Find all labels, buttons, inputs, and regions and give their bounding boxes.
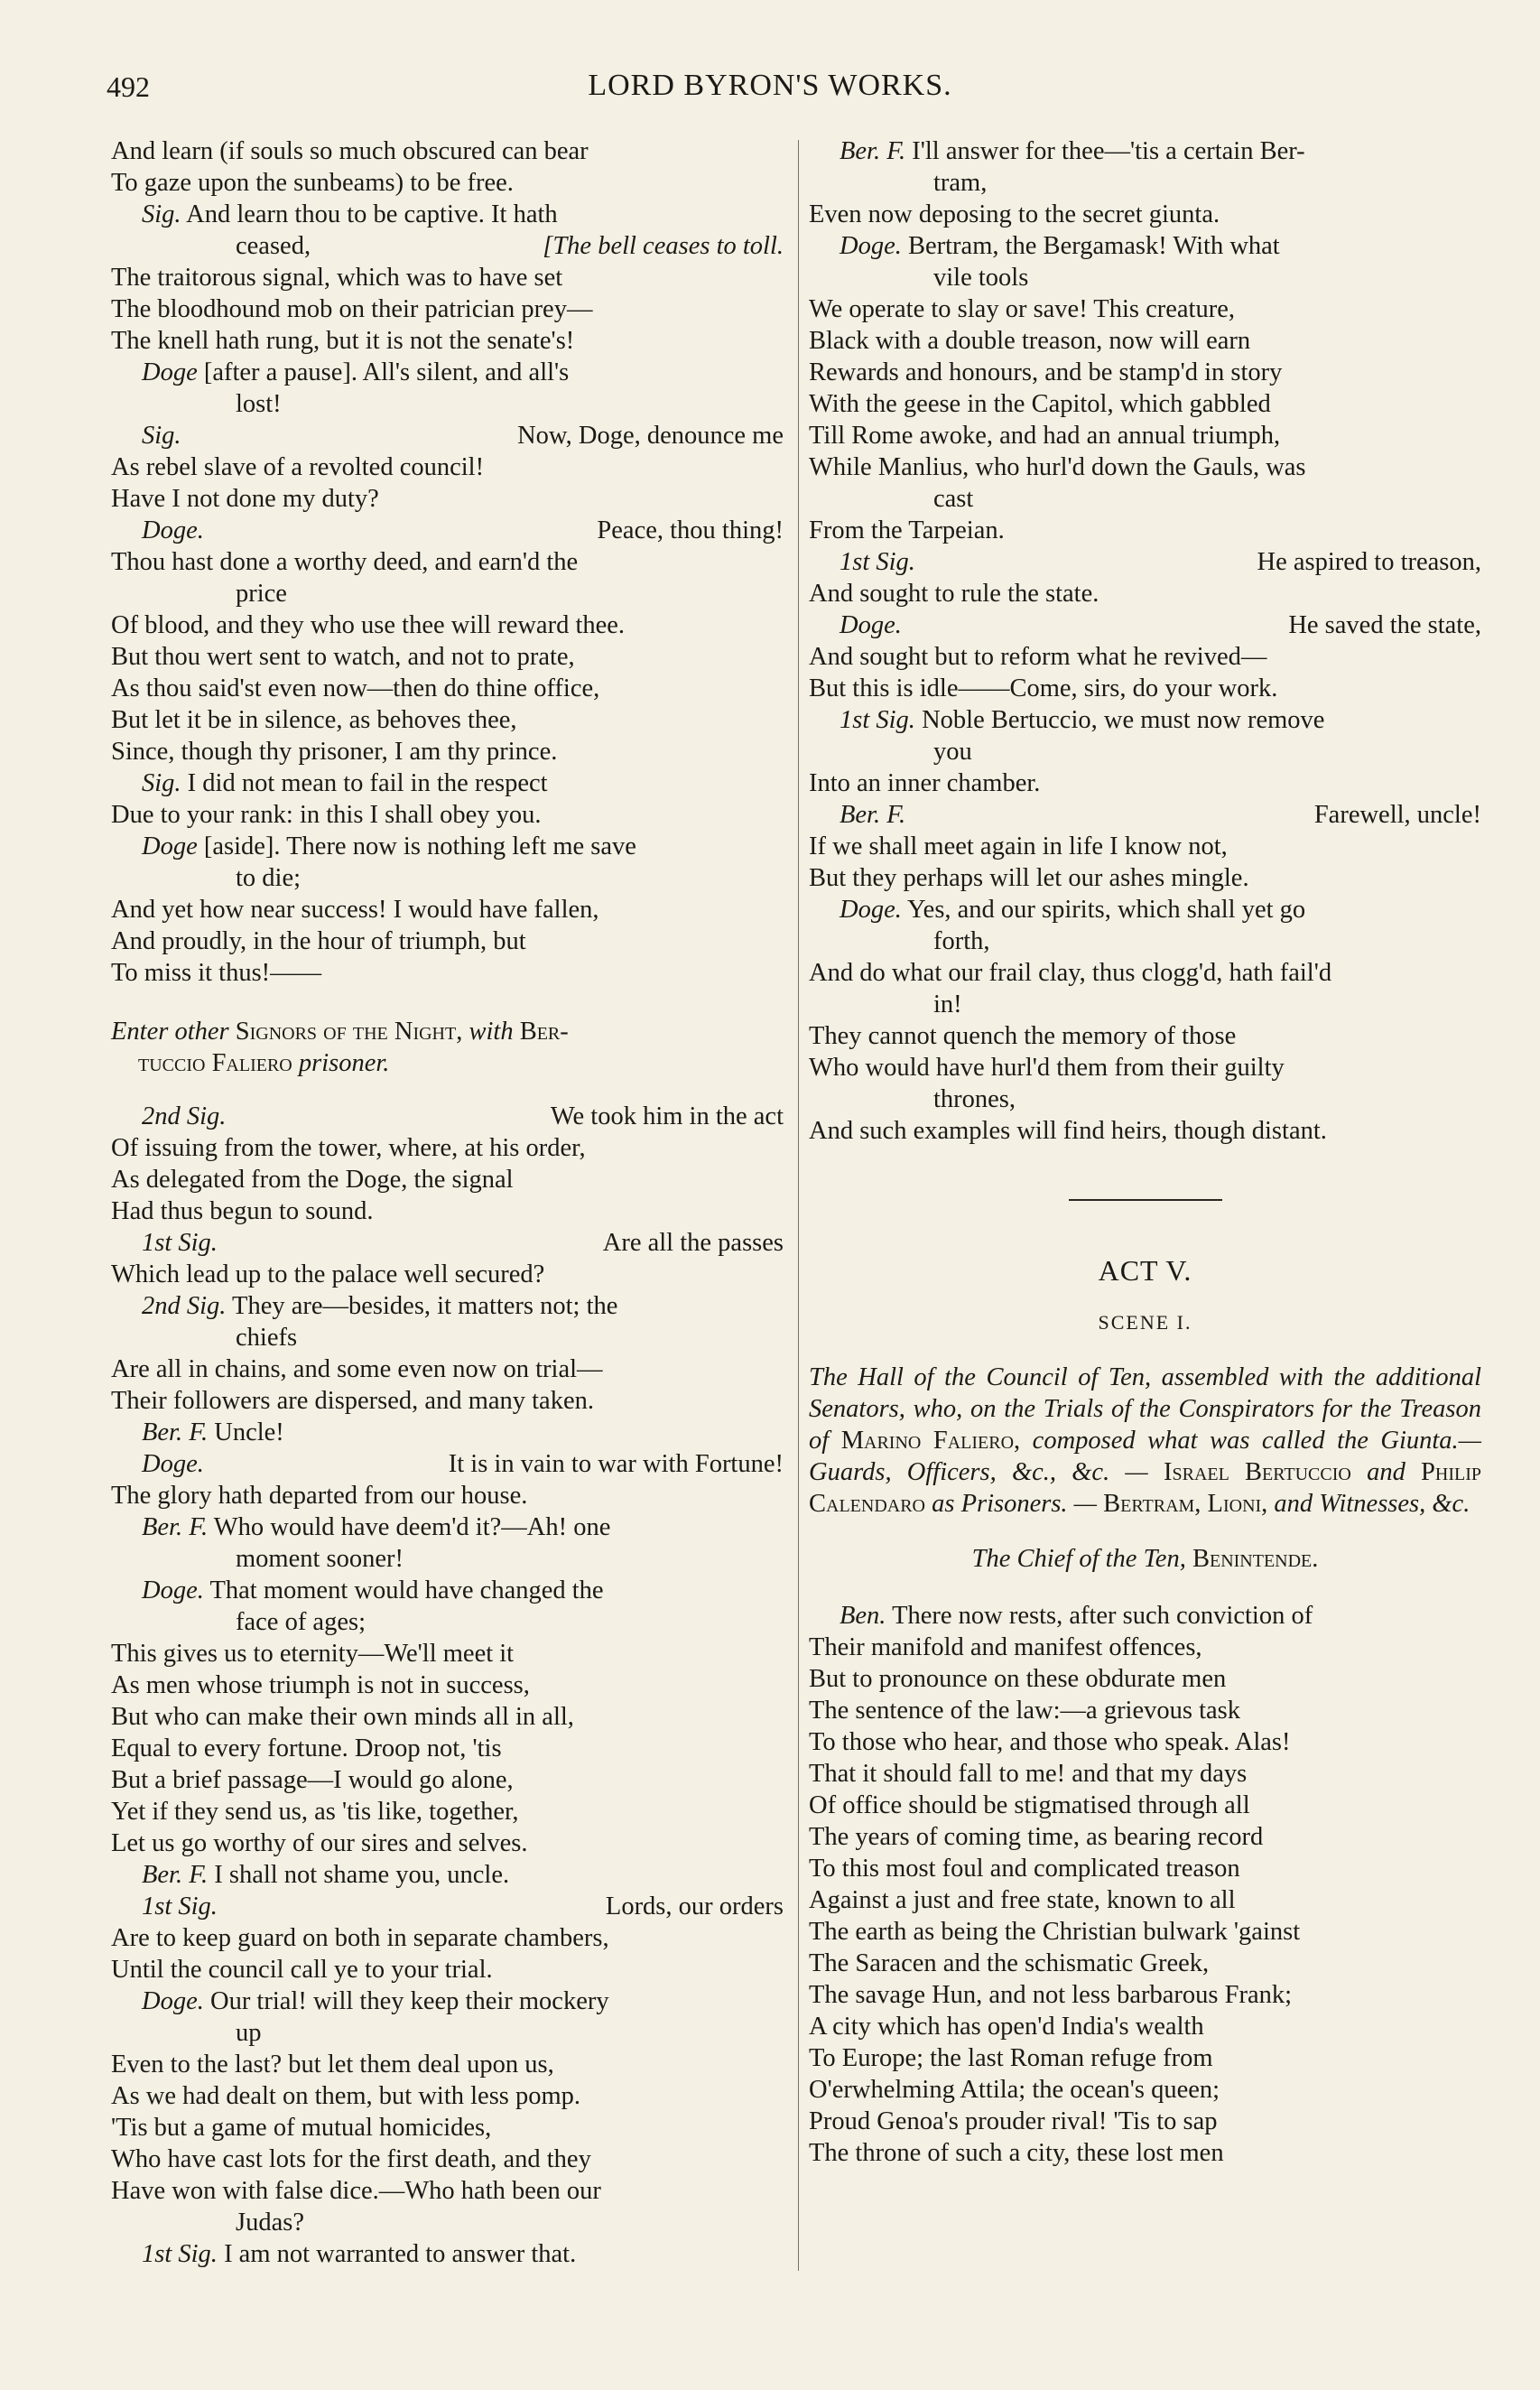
page-number: 492 — [107, 70, 150, 103]
entry-bertuccio-b: tuccio — [138, 1049, 206, 1077]
verse-line: To Europe; the last Roman refuge from — [809, 2044, 1213, 2072]
verse-line — [111, 357, 784, 388]
verse-line: As thou said'st even now—then do thine office, — [111, 674, 600, 702]
verse-line: That it should fall to me! and that my days — [809, 1760, 1248, 1788]
verse-line: Until the council call ye to your trial. — [111, 1956, 493, 1984]
continuation-text: forth, — [933, 927, 990, 955]
verse-line — [111, 767, 784, 799]
verse-line — [809, 989, 1481, 1020]
verse-line: Had thus begun to sound. — [111, 1197, 374, 1225]
continuation-text: in! — [933, 990, 962, 1018]
speaker-label: Doge — [142, 832, 198, 860]
left-verse-block-1 — [111, 135, 784, 989]
verse-line: And proudly, in the hour of triumph, but — [111, 927, 526, 955]
verse-line: Into an inner chamber. — [809, 769, 1041, 797]
verse-line — [809, 704, 1481, 736]
verse-line — [111, 199, 784, 230]
verse-line — [111, 831, 784, 862]
verse-line: Proud Genoa's prouder rival! 'Tis to sap — [809, 2107, 1218, 2135]
verse-line — [809, 546, 1481, 578]
verse-line — [111, 1543, 784, 1575]
line-text: There now rests, after such conviction of — [892, 1602, 1313, 1630]
verse-line: As rebel slave of a revolted council! — [111, 453, 485, 481]
verse-line — [111, 420, 784, 451]
running-title: LORD BYRON'S WORKS. — [588, 69, 952, 102]
continuation-text: lost! — [236, 390, 282, 418]
verse-line: And sought to rule the state. — [809, 580, 1099, 608]
setting-part-3: and — [1367, 1458, 1405, 1486]
line-text: Bertram, the Bergamask! With what — [907, 232, 1280, 260]
speaker-label: Ber. F. — [142, 1513, 209, 1541]
verse-line: As men whose triumph is not in success, — [111, 1671, 530, 1699]
verse-line: But this is idle——Come, sirs, do your work. — [809, 674, 1278, 702]
line-text: I did not mean to fail in the respect — [187, 769, 548, 797]
continuation-text: thrones, — [933, 1085, 1016, 1113]
verse-line — [809, 135, 1481, 167]
verse-line — [111, 1448, 784, 1480]
continuation-text: vile tools — [933, 264, 1029, 292]
entry-signors: Signors of the Night, — [235, 1018, 463, 1046]
speaker-label: Doge. — [142, 1987, 204, 2015]
verse-line: Equal to every fortune. Droop not, 'tis — [111, 1734, 502, 1762]
verse-line: From the Tarpeian. — [809, 516, 1005, 544]
left-column — [111, 135, 784, 2270]
verse-line: If we shall meet again in life I know not, — [809, 832, 1228, 860]
speaker-label: Doge. — [840, 896, 902, 924]
line-text: Yes, and our spirits, which shall yet go — [906, 896, 1306, 924]
verse-line: Due to your rank: in this I shall obey you. — [111, 801, 542, 829]
verse-line: Their manifold and manifest offences, — [809, 1633, 1202, 1661]
continuation-text: chiefs — [236, 1324, 298, 1352]
verse-line — [809, 736, 1481, 767]
verse-line: Which lead up to the palace well secured? — [111, 1260, 545, 1288]
verse-line: And learn (if souls so much obscured can bear — [111, 137, 589, 165]
verse-line: While Manlius, who hurl'd down the Gauls, was — [809, 453, 1306, 481]
verse-line — [111, 1227, 784, 1259]
verse-line — [809, 483, 1481, 515]
verse-line — [111, 1511, 784, 1543]
speaker-label: Doge. — [142, 1450, 204, 1478]
verse-line: Who would have hurl'd them from their guilty — [809, 1054, 1285, 1082]
line-text: And learn thou to be captive. It hath — [186, 200, 558, 228]
speaker-label: 1st Sig. — [142, 1229, 218, 1257]
verse-line: But who can make their own minds all in all, — [111, 1703, 574, 1731]
chief-name: Benintende. — [1192, 1545, 1319, 1573]
verse-line: The knell hath rung, but it is not the senate's! — [111, 327, 575, 355]
entry-faliero: Faliero — [211, 1049, 292, 1077]
verse-line — [111, 1859, 784, 1891]
verse-line — [111, 1891, 784, 1922]
verse-line: But let it be in silence, as behoves thee, — [111, 706, 517, 734]
verse-line: Are all in chains, and some even now on trial— — [111, 1355, 603, 1383]
setting-part-1: The Hall of the Council of Ten, assembled with the additional Senators, who, on the Trials of the Conspirators for the Treason of — [809, 1363, 1481, 1455]
verse-line: Even to the last? but let them deal upon us, — [111, 2051, 554, 2078]
verse-line — [111, 1606, 784, 1638]
verse-line: Their followers are dispersed, and many taken. — [111, 1387, 594, 1415]
setting-name-2: Israel Bertuccio — [1163, 1458, 1351, 1486]
verse-line — [809, 799, 1481, 831]
verse-line: The years of coming time, as bearing record — [809, 1823, 1264, 1851]
continuation-text: moment sooner! — [236, 1545, 404, 1573]
line-text-right: Peace, thou thing! — [597, 516, 784, 544]
verse-line — [111, 862, 784, 894]
line-text-right: Lords, our orders — [605, 1892, 784, 1920]
continuation-text: ceased, — [236, 232, 311, 260]
verse-line: This gives us to eternity—We'll meet it — [111, 1640, 515, 1668]
act-heading: ACT V. — [1098, 1254, 1192, 1287]
speaker-label: Doge. — [142, 1576, 204, 1604]
continuation-text: up — [236, 2019, 262, 2047]
line-text: [aside]. There now is nothing left me save — [203, 832, 636, 860]
setting-part-2: composed what was called the Giunta.—Guards, Officers, &c., &c. — — [809, 1427, 1482, 1486]
verse-line: The earth as being the Christian bulwark 'gainst — [809, 1918, 1301, 1946]
speaker-label: 1st Sig. — [142, 2240, 218, 2268]
verse-line: The throne of such a city, these lost men — [809, 2139, 1224, 2167]
verse-line — [809, 167, 1481, 199]
line-text: I'll answer for thee—'tis a certain Ber- — [912, 137, 1305, 165]
verse-line: The savage Hun, and not less barbarous Frank; — [809, 1981, 1293, 2009]
continuation-text: cast — [933, 485, 974, 513]
verse-line — [111, 388, 784, 420]
right-column — [809, 135, 1481, 2169]
verse-line: Are to keep guard on both in separate chambers, — [111, 1924, 609, 1952]
line-text: Our trial! will they keep their mockery — [209, 1987, 609, 2015]
line-text-right: Now, Doge, denounce me — [517, 422, 784, 450]
verse-line: And yet how near success! I would have fallen, — [111, 896, 599, 924]
line-text: I shall not shame you, uncle. — [214, 1861, 510, 1889]
verse-line: Thou hast done a worthy deed, and earn'd the — [111, 548, 579, 576]
verse-line — [809, 1600, 1481, 1632]
verse-line: The traitorous signal, which was to have set — [111, 264, 563, 292]
speaker-label: 1st Sig. — [840, 548, 915, 576]
left-verse-block-2 — [111, 1101, 784, 2270]
verse-line: Let us go worthy of our sires and selves. — [111, 1829, 528, 1857]
stage-direction-inline: [The bell ceases to toll. — [543, 232, 784, 260]
speaker-label: Ber. F. — [840, 137, 906, 165]
setting-name-1: Marino Faliero, — [840, 1427, 1021, 1455]
verse-line: Black with a double treason, now will earn — [809, 327, 1251, 355]
verse-line: Till Rome awoke, and had an annual triumph, — [809, 422, 1281, 450]
verse-line — [111, 578, 784, 609]
continuation-text: face of ages; — [236, 1608, 366, 1636]
continuation-text: tram, — [933, 169, 988, 197]
line-text-right: Are all the passes — [602, 1229, 784, 1257]
speaker-label: Sig. — [142, 769, 181, 797]
verse-line: Have won with false dice.—Who hath been our — [111, 2177, 601, 2205]
setting-name-4: Bertram, Lioni, — [1103, 1490, 1268, 1518]
verse-line: Of issuing from the tower, where, at his order, — [111, 1134, 586, 1162]
verse-line — [111, 1290, 784, 1322]
verse-line: But to pronounce on these obdurate men — [809, 1665, 1227, 1693]
verse-line: O'erwhelming Attila; the ocean's queen; — [809, 2076, 1220, 2104]
setting-name-3: Philip Calendaro — [809, 1458, 1481, 1518]
line-text: Uncle! — [214, 1418, 284, 1446]
verse-line: The bloodhound mob on their patrician prey— — [111, 295, 593, 323]
verse-line — [111, 1101, 784, 1132]
verse-line — [111, 1322, 784, 1353]
verse-line: Of office should be stigmatised through all — [809, 1791, 1250, 1819]
speaker-label: Ber. F. — [142, 1861, 209, 1889]
line-text: Noble Bertuccio, we must now remove — [922, 706, 1325, 734]
entry-with: with — [468, 1018, 514, 1046]
verse-line: Of blood, and they who use thee will reward thee. — [111, 611, 626, 639]
speaker-label: Doge. — [142, 516, 204, 544]
verse-line: 'Tis but a game of mutual homicides, — [111, 2114, 492, 2142]
speaker-label: 2nd Sig. — [142, 1292, 227, 1320]
line-text: That moment would have changed the — [209, 1576, 604, 1604]
verse-line — [809, 894, 1481, 925]
entry-bertuccio-a: Ber- — [519, 1018, 569, 1046]
verse-line: But they perhaps will let our ashes mingle. — [809, 864, 1249, 892]
verse-line — [111, 2238, 784, 2270]
continuation-text: price — [236, 580, 287, 608]
verse-line — [111, 515, 784, 546]
right-verse-block-2 — [809, 1600, 1481, 2169]
speaker-label: 1st Sig. — [840, 706, 915, 734]
line-text-right: He saved the state, — [1288, 611, 1481, 639]
continuation-text: you — [933, 738, 972, 766]
verse-line: The Saracen and the schismatic Greek, — [809, 1949, 1210, 1977]
verse-line — [111, 1575, 784, 1606]
verse-line: And sought but to reform what he revived— — [809, 643, 1267, 671]
entry-enter: Enter — [111, 1018, 169, 1046]
speaker-label: 1st Sig. — [142, 1892, 218, 1920]
act-divider-rule — [1069, 1199, 1222, 1201]
verse-line: As we had dealt on them, but with less pomp. — [111, 2082, 581, 2110]
verse-line — [809, 609, 1481, 641]
verse-line: And such examples will find heirs, though distant. — [809, 1117, 1327, 1145]
verse-line: Even now deposing to the secret giunta. — [809, 200, 1220, 228]
verse-line: They cannot quench the memory of those — [809, 1022, 1237, 1050]
verse-line — [809, 925, 1481, 957]
verse-line: But a brief passage—I would go alone, — [111, 1766, 514, 1794]
line-text: Who would have deem'd it?—Ah! one — [213, 1513, 611, 1541]
stage-direction-entry — [111, 1016, 784, 1079]
verse-line — [809, 230, 1481, 262]
speaker-label: Doge. — [840, 611, 902, 639]
continuation-text: to die; — [236, 864, 302, 892]
verse-line — [111, 230, 784, 262]
speaker-label: Sig. — [142, 200, 181, 228]
line-text: [after a pause]. All's silent, and all's — [203, 358, 570, 386]
verse-line: To those who hear, and those who speak. Alas! — [809, 1728, 1291, 1756]
speaker-label: Sig. — [142, 422, 181, 450]
entry-other: other — [174, 1018, 229, 1046]
speaker-label: Doge. — [840, 232, 902, 260]
verse-line: To this most foul and complicated treason — [809, 1855, 1240, 1883]
verse-line: As delegated from the Doge, the signal — [111, 1166, 514, 1194]
right-verse-block-1 — [809, 135, 1481, 1147]
verse-line: And do what our frail clay, thus clogg'd, hath fail'd — [809, 959, 1332, 987]
verse-line: But thou wert sent to watch, and not to prate, — [111, 643, 575, 671]
verse-line: The sentence of the law:—a grievous task — [809, 1697, 1241, 1725]
continuation-text: Judas? — [236, 2209, 304, 2237]
verse-line — [809, 262, 1481, 293]
speaker-label: Ber. F. — [840, 801, 906, 829]
verse-line: With the geese in the Capitol, which gabbled — [809, 390, 1271, 418]
verse-line: Have I not done my duty? — [111, 485, 379, 513]
verse-line: Who have cast lots for the first death, and they — [111, 2145, 591, 2173]
column-divider — [798, 140, 799, 2271]
verse-line: We operate to slay or save! This creature, — [809, 295, 1235, 323]
line-text: I am not warranted to answer that. — [224, 2240, 577, 2268]
entry-prisoner: prisoner. — [298, 1049, 390, 1077]
verse-line: To miss it thus!—— — [111, 959, 322, 987]
line-text-right: We took him in the act — [550, 1102, 784, 1130]
chief-line — [809, 1543, 1481, 1575]
verse-line: Yet if they send us, as 'tis like, together, — [111, 1798, 519, 1826]
speaker-label: Ben. — [840, 1602, 886, 1630]
verse-line: Rewards and honours, and be stamp'd in story — [809, 358, 1283, 386]
speaker-label: Doge — [142, 358, 198, 386]
line-text: They are—besides, it matters not; the — [232, 1292, 618, 1320]
verse-line: A city which has open'd India's wealth — [809, 2013, 1204, 2041]
verse-line — [111, 2207, 784, 2238]
verse-line — [111, 1417, 784, 1448]
speaker-label: Ber. F. — [142, 1418, 209, 1446]
setting-part-4: as Prisoners. — — [932, 1490, 1098, 1518]
verse-line: Since, though thy prisoner, I am thy prince. — [111, 738, 558, 766]
verse-line: Against a just and free state, known to all — [809, 1886, 1236, 1914]
verse-line — [111, 1985, 784, 2017]
verse-line — [111, 2017, 784, 2049]
scene-heading: SCENE I. — [1098, 1311, 1192, 1334]
speaker-label: 2nd Sig. — [142, 1102, 227, 1130]
setting-part-5: and Witnesses, &c. — [1274, 1490, 1470, 1518]
scene-setting — [809, 1362, 1481, 1520]
verse-line: The glory hath departed from our house. — [111, 1482, 528, 1510]
chief-title: The Chief of the Ten, — [971, 1545, 1186, 1573]
verse-line: To gaze upon the sunbeams) to be free. — [111, 169, 514, 197]
line-text-right: Farewell, uncle! — [1313, 801, 1481, 829]
line-text-right: It is in vain to war with Fortune! — [448, 1450, 784, 1478]
line-text-right: He aspired to treason, — [1257, 548, 1481, 576]
verse-line — [809, 1083, 1481, 1115]
